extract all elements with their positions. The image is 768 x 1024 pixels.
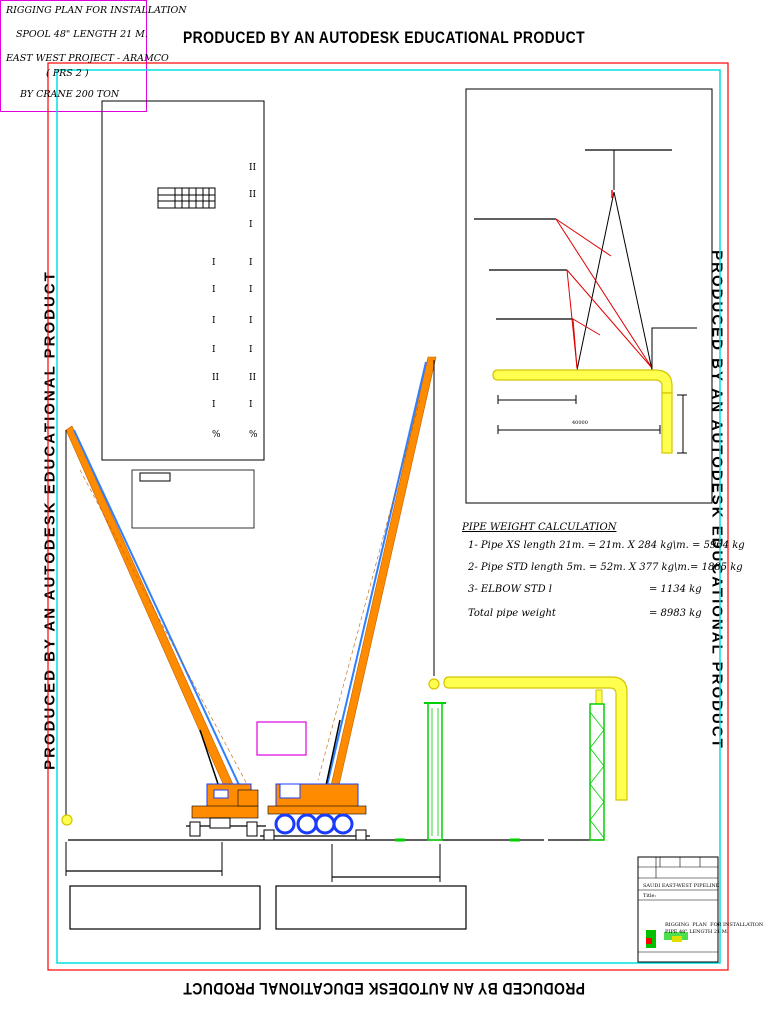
table-col2-mark-7: I [249, 345, 253, 355]
note-line-2: SPOOL 48" LENGTH 21 M. [16, 29, 148, 40]
title-block [638, 857, 718, 962]
label-box-right [276, 886, 466, 929]
title-block-project: SAUDI EAST-WEST PIPELINE [643, 883, 720, 889]
table-col2-mark-1: II [249, 163, 257, 173]
table-col1-mark-7: % [212, 430, 221, 440]
hook-icon [62, 815, 72, 825]
table-col2-mark-10: % [249, 430, 258, 440]
right-crane [260, 357, 439, 840]
table-col1-mark-5: II [212, 373, 220, 383]
title-block-label: Title: [643, 893, 657, 899]
support-left [424, 703, 446, 840]
table-col2-mark-5: I [249, 285, 253, 295]
table-col1-mark-6: I [212, 400, 216, 410]
table-col2-mark-3: I [249, 220, 253, 230]
label-box-left [70, 886, 260, 929]
watermark-bottom: PRODUCED BY AN AUTODESK EDUCATIONAL PRODUCT [182, 979, 586, 998]
calc-heading: PIPE WEIGHT CALCULATION [462, 522, 617, 533]
pipe-elevation [444, 677, 627, 800]
note-line-1: RIGGING PLAN FOR INSTALLATION [6, 5, 187, 16]
table-col1-mark-2: I [212, 285, 216, 295]
table-col2-mark-4: I [249, 258, 253, 268]
calc-total-value: = 8983 kg [649, 608, 702, 619]
note-line-4: ( PRS 2 ) [46, 68, 89, 79]
title-block-title: RIGGING PLAN FOR INSTALLATION PIPE 48" LENGTH 21 M. [665, 922, 764, 935]
magenta-box [257, 722, 306, 755]
rigging-detail [466, 89, 712, 503]
table-col1-mark-1: I [212, 258, 216, 268]
calc-row-1: 1- Pipe XS length 21m. = 21m. X 284 kg\m. = 5964 kg [468, 540, 745, 551]
watermark-top: PRODUCED BY AN AUTODESK EDUCATIONAL PRODUCT [182, 28, 586, 47]
outer-border [48, 63, 728, 970]
left-crane [62, 426, 266, 836]
note-line-3: EAST WEST PROJECT - ARAMCO [6, 53, 169, 64]
watermark-right: PRODUCED BY AN AUTODESK EDUCATIONAL PRODUCT [708, 250, 726, 750]
table-col2-mark-2: II [249, 190, 257, 200]
hook-icon [429, 679, 439, 689]
support-right [590, 704, 604, 840]
detail-dimension: 40000 [572, 420, 588, 426]
calc-row-2: 2- Pipe STD length 5m. = 52m. X 377 kg\m.= 1885 kg [468, 562, 743, 573]
table-col1-mark-4: I [212, 345, 216, 355]
calc-total-label: Total pipe weight [468, 608, 556, 619]
table-col2-mark-9: I [249, 400, 253, 410]
legend-box [132, 470, 254, 528]
table-col1-mark-3: I [212, 316, 216, 326]
calc-row-3-value: = 1134 kg [649, 584, 702, 595]
calc-row-3-label: 3- ELBOW STD l [468, 584, 552, 595]
table-col2-mark-8: II [249, 373, 257, 383]
watermark-left: PRODUCED BY AN AUTODESK EDUCATIONAL PRODUCT [41, 270, 59, 770]
table-col2-mark-6: I [249, 316, 253, 326]
note-line-5: BY CRANE 200 TON [20, 89, 120, 100]
schedule-table [102, 101, 264, 460]
